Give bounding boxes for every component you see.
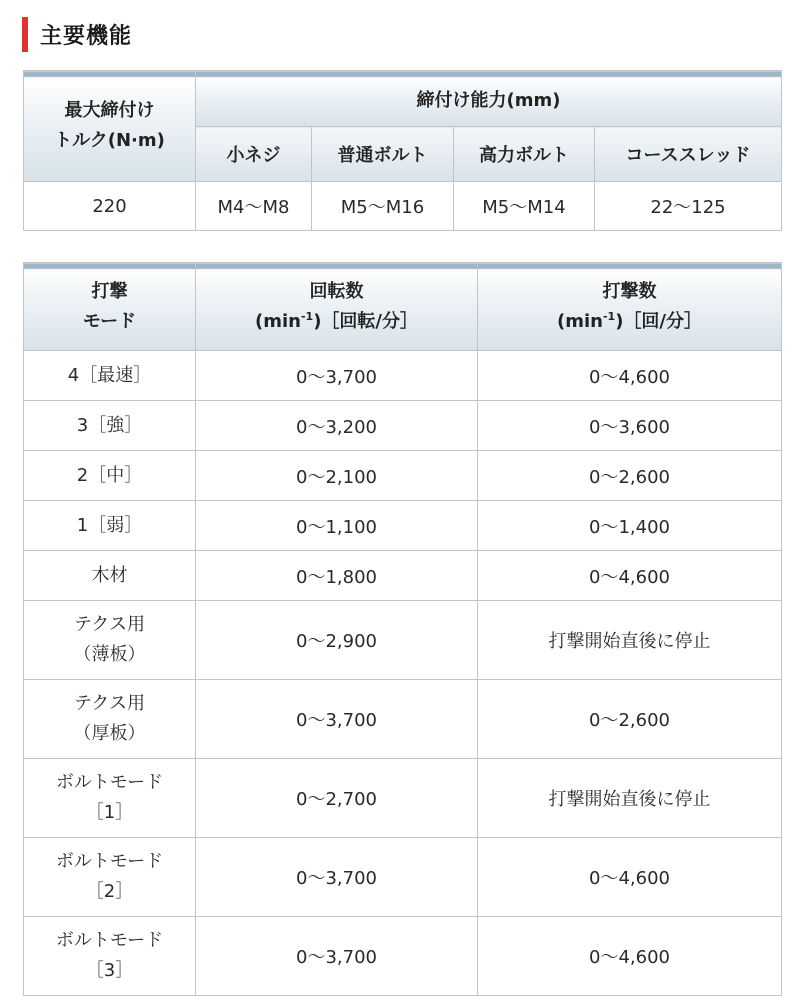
table-row (24, 182, 782, 231)
rpm-cell: 0〜2,100 (196, 451, 478, 501)
rpm-cell: 0〜3,700 (196, 680, 478, 759)
rpm-header-line1: 回転数 (309, 280, 364, 302)
small-screw-value: M4〜M8 (196, 182, 312, 231)
ipm-cell: 0〜4,600 (478, 351, 782, 401)
ipm-unit-suffix: )［回/分］ (615, 310, 702, 332)
mode-label-line: 木材 (91, 564, 128, 586)
table-row (24, 401, 782, 451)
mode-cell (24, 551, 196, 601)
mode-label-line: テクス用 (73, 614, 146, 635)
ipm-cell: 0〜4,600 (478, 917, 782, 996)
rpm-cell: 0〜3,700 (196, 838, 478, 917)
capacity-group-header: 締付け能力(mm) (196, 71, 782, 127)
coarse-thread-value: 22〜125 (595, 182, 782, 231)
mode-cell (24, 601, 196, 680)
mode-label-line: ボルトモード (55, 930, 164, 951)
standard-bolt-header: 普通ボルト (312, 127, 454, 182)
mode-cell (24, 917, 196, 996)
mode-label-line: ボルトモード (55, 772, 164, 793)
table-row (24, 838, 782, 917)
mode-label-line: ボルトモード (55, 851, 164, 872)
mode-label-line: （厚板） (73, 723, 146, 744)
torque-header-line1: 最大締付け (64, 100, 155, 121)
mode-label-line: ［2］ (85, 881, 134, 902)
rpm-cell: 0〜1,800 (196, 551, 478, 601)
capacity-table (23, 70, 782, 231)
torque-value: 220 (24, 182, 196, 231)
mode-cell (24, 451, 196, 501)
small-screw-header: 小ネジ (196, 127, 312, 182)
ipm-cell: 0〜2,600 (478, 451, 782, 501)
ipm-unit-prefix: (min (556, 310, 603, 332)
mode-cell (24, 759, 196, 838)
mode-label-line: 1［弱］ (76, 514, 143, 536)
ipm-cell: 打撃開始直後に停止 (478, 601, 782, 680)
ipm-header-line1: 打撃数 (602, 280, 657, 302)
section-title: 主要機能 (40, 24, 133, 49)
table-row (24, 451, 782, 501)
table-row (24, 917, 782, 996)
coarse-thread-header: コーススレッド (595, 127, 782, 182)
ipm-cell: 0〜1,400 (478, 501, 782, 551)
rpm-cell: 0〜2,900 (196, 601, 478, 680)
mode-label-line: ［3］ (85, 960, 134, 981)
rpm-cell: 0〜3,200 (196, 401, 478, 451)
mode-label-line: （薄板） (73, 644, 146, 665)
mode-header-line2: モード (82, 310, 137, 332)
table-row (24, 551, 782, 601)
mode-label-line: ［1］ (85, 802, 134, 823)
standard-bolt-value: M5〜M16 (312, 182, 454, 231)
rpm-unit-suffix: )［回転/分］ (313, 310, 418, 332)
rpm-unit-prefix: (min (254, 310, 301, 332)
mode-label-line: 2［中］ (76, 464, 143, 486)
ipm-header (478, 263, 782, 351)
mode-cell (24, 680, 196, 759)
rpm-cell: 0〜3,700 (196, 917, 478, 996)
torque-header-line2: トルク(N·m) (54, 130, 165, 151)
rpm-header (196, 263, 478, 351)
table-row (24, 680, 782, 759)
rpm-cell: 0〜3,700 (196, 351, 478, 401)
rpm-cell: 0〜2,700 (196, 759, 478, 838)
mode-table (23, 262, 782, 996)
mode-header-line1: 打撃 (91, 280, 128, 302)
ipm-cell: 打撃開始直後に停止 (478, 759, 782, 838)
ipm-cell: 0〜4,600 (478, 551, 782, 601)
rpm-cell: 0〜1,100 (196, 501, 478, 551)
torque-header (24, 71, 196, 182)
mode-cell (24, 838, 196, 917)
high-tension-bolt-value: M5〜M14 (454, 182, 595, 231)
rpm-unit-sup: -1 (300, 309, 314, 323)
ipm-cell: 0〜3,600 (478, 401, 782, 451)
ipm-unit-sup: -1 (602, 309, 616, 323)
mode-label-line: 3［強］ (76, 414, 143, 436)
mode-cell (24, 351, 196, 401)
high-tension-bolt-header: 高力ボルト (454, 127, 595, 182)
table-row (24, 601, 782, 680)
rpm-header-unit (196, 307, 477, 337)
ipm-cell: 0〜4,600 (478, 838, 782, 917)
mode-cell (24, 501, 196, 551)
table-row (24, 351, 782, 401)
accent-bar (22, 17, 28, 52)
section-heading (22, 17, 132, 52)
table-row (24, 501, 782, 551)
mode-cell (24, 401, 196, 451)
ipm-header-unit (478, 307, 781, 337)
mode-label-line: テクス用 (73, 693, 146, 714)
mode-header (24, 263, 196, 351)
ipm-cell: 0〜2,600 (478, 680, 782, 759)
table-row (24, 759, 782, 838)
mode-label-line: 4［最速］ (67, 364, 152, 386)
